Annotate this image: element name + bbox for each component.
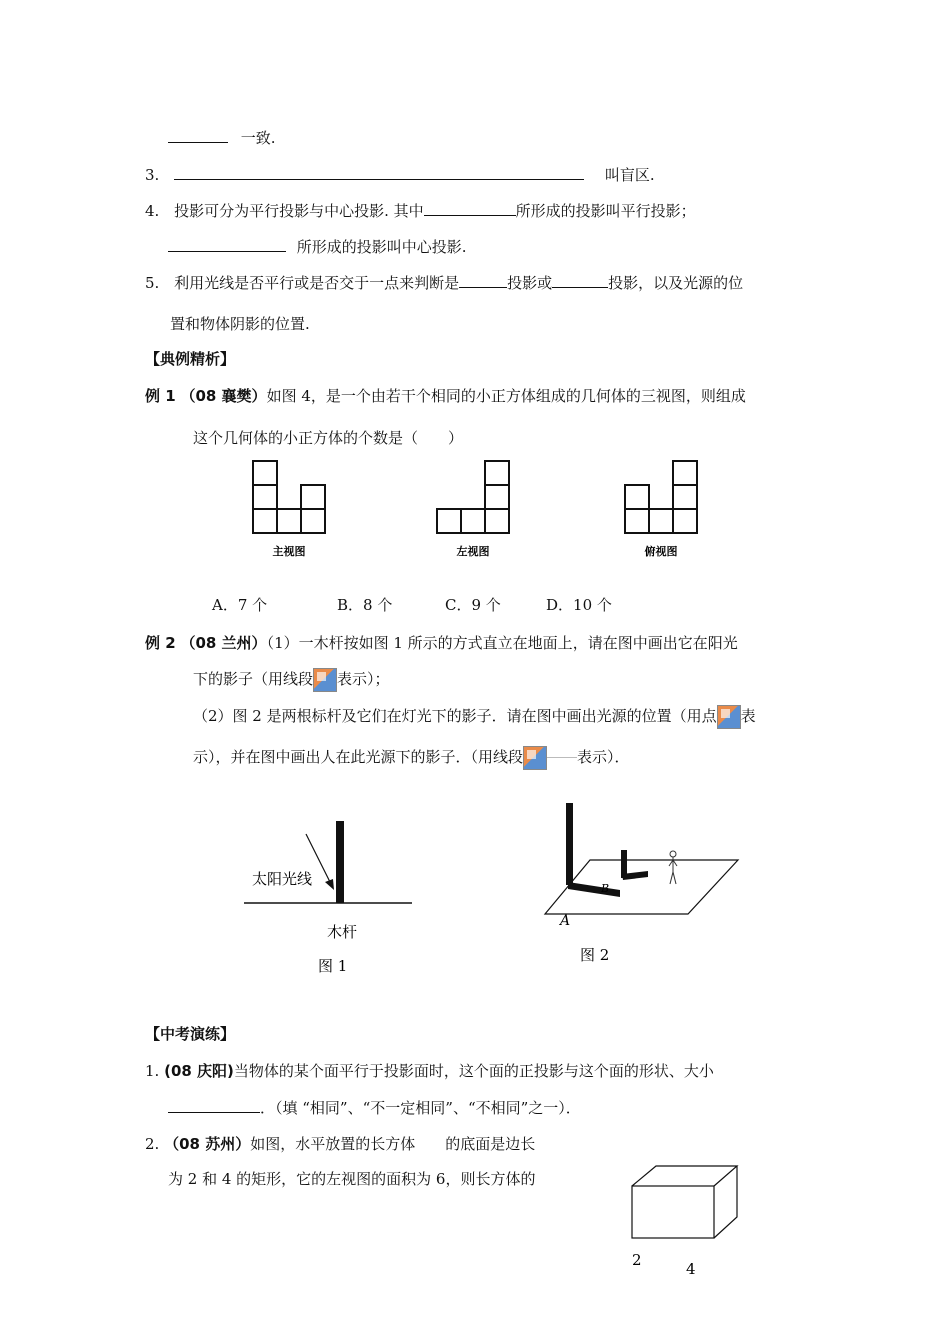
blank xyxy=(174,165,584,180)
question-number: 1. xyxy=(145,1062,160,1080)
item-4-line2 xyxy=(168,236,467,257)
blank xyxy=(424,201,516,216)
three-views-figure xyxy=(240,455,720,565)
option-b[interactable]: B．8 个 xyxy=(337,596,393,614)
text: 表示）． xyxy=(577,748,630,766)
text: 所形成的投影叫中心投影. xyxy=(296,238,467,256)
text: 如图，水平放置的长方体 的底面是边长 xyxy=(250,1135,536,1153)
dimension-2: 2 xyxy=(632,1251,642,1269)
question-1-line2 xyxy=(168,1097,581,1118)
item-number: 4. xyxy=(145,202,160,220)
sun-ray-arrowhead xyxy=(325,879,334,890)
left-view xyxy=(437,461,509,533)
top-view-label: 俯视图 xyxy=(644,545,678,558)
icon-frame xyxy=(545,757,577,759)
text: 投影，以及光源的位 xyxy=(608,274,744,292)
question-2 xyxy=(145,1133,535,1154)
text: 投影可分为平行投影与中心投影. 其中 xyxy=(174,202,424,220)
front-view xyxy=(253,461,325,533)
label-a: A xyxy=(560,913,571,929)
question-source: （08 苏州） xyxy=(164,1135,251,1153)
text: 置和物体阴影的位置. xyxy=(170,315,310,333)
text: 表示）； xyxy=(337,670,390,688)
pole-a xyxy=(566,803,573,885)
example-2-line4 xyxy=(193,746,630,770)
text: 下的影子（用线段 xyxy=(193,670,314,688)
example-source: （08 襄樊） xyxy=(180,387,267,405)
text: 利用光线是否平行或是否交于一点来判断是 xyxy=(174,274,460,292)
example-2-line3 xyxy=(193,705,756,729)
person-figure xyxy=(669,851,677,884)
figure-1-caption: 图 1 xyxy=(318,957,348,975)
label-b: B xyxy=(601,882,610,895)
segment-icon xyxy=(313,668,337,692)
item-5 xyxy=(145,272,743,293)
item-line-consistent xyxy=(168,127,276,148)
example-1-line2 xyxy=(193,427,463,448)
text: 投影或 xyxy=(507,274,553,292)
example-label: 例 2 xyxy=(145,634,176,652)
example-2 xyxy=(145,632,738,653)
text: 所形成的投影叫平行投影； xyxy=(515,202,696,220)
example-source: （08 兰州） xyxy=(180,634,267,652)
example-2-line2 xyxy=(193,668,390,692)
text: 表 xyxy=(740,707,756,725)
blank xyxy=(552,273,608,288)
text: 一致. xyxy=(240,129,276,147)
example-1 xyxy=(145,385,746,406)
text: 这个几何体的小正方体的个数是（ ） xyxy=(193,429,464,447)
section-heading: 【中考演练】 xyxy=(145,1025,236,1043)
front-view-label: 主视图 xyxy=(272,545,306,558)
left-view-label: 左视图 xyxy=(456,545,490,558)
item-3 xyxy=(145,164,655,185)
text: ．（填 “相同”、“不一定相同”、“不相同”之一）． xyxy=(260,1099,581,1117)
option-c[interactable]: C．9 个 xyxy=(445,596,501,614)
section-heading: 【典例精析】 xyxy=(145,350,236,368)
item-number: 3. xyxy=(145,166,160,184)
item-number: 5. xyxy=(145,274,160,292)
text: 为 2 和 4 的矩形，它的左视图的面积为 6，则长方体的 xyxy=(168,1170,536,1188)
figure-1 xyxy=(238,812,418,982)
blank xyxy=(168,1098,260,1113)
blank xyxy=(459,273,507,288)
text: 叫盲区. xyxy=(604,166,655,184)
question-number: 2. xyxy=(145,1135,160,1153)
item-5-line2 xyxy=(170,313,310,334)
example-label: 例 1 xyxy=(145,387,176,405)
cuboid-figure xyxy=(620,1160,760,1280)
text: （2）图 2 是两根标杆及它们在灯光下的影子．请在图中画出光源的位置（用点 xyxy=(193,707,717,725)
blank xyxy=(168,237,286,252)
text: （1）一木杆按如图 1 所示的方式直立在地面上，请在图中画出它在阳光 xyxy=(266,634,738,652)
question-source: (08 庆阳) xyxy=(164,1062,234,1080)
text: 当物体的某个面平行于投影面时，这个面的正投影与这个面的形状、大小 xyxy=(233,1062,714,1080)
figure-2-caption: 图 2 xyxy=(580,946,610,964)
pole xyxy=(336,821,344,903)
item-4 xyxy=(145,200,696,221)
text: 如图 4，是一个由若干个相同的小正方体组成的几何体的三视图，则组成 xyxy=(266,387,746,405)
text: 示），并在图中画出人在此光源下的影子．（用线段 xyxy=(193,748,524,766)
figure-2 xyxy=(540,798,750,970)
option-d[interactable]: D．10 个 xyxy=(546,596,612,614)
sun-ray-label: 太阳光线 xyxy=(252,870,313,888)
option-a[interactable]: A．7 个 xyxy=(212,596,268,614)
point-icon xyxy=(717,705,741,729)
dimension-4: 4 xyxy=(686,1260,696,1278)
question-1 xyxy=(145,1060,714,1081)
blank xyxy=(168,128,228,143)
pole-a-shadow xyxy=(568,882,620,897)
segment-icon xyxy=(523,746,547,770)
top-view xyxy=(625,461,697,533)
question-2-line2 xyxy=(168,1168,535,1189)
pole-label: 木杆 xyxy=(327,923,358,941)
